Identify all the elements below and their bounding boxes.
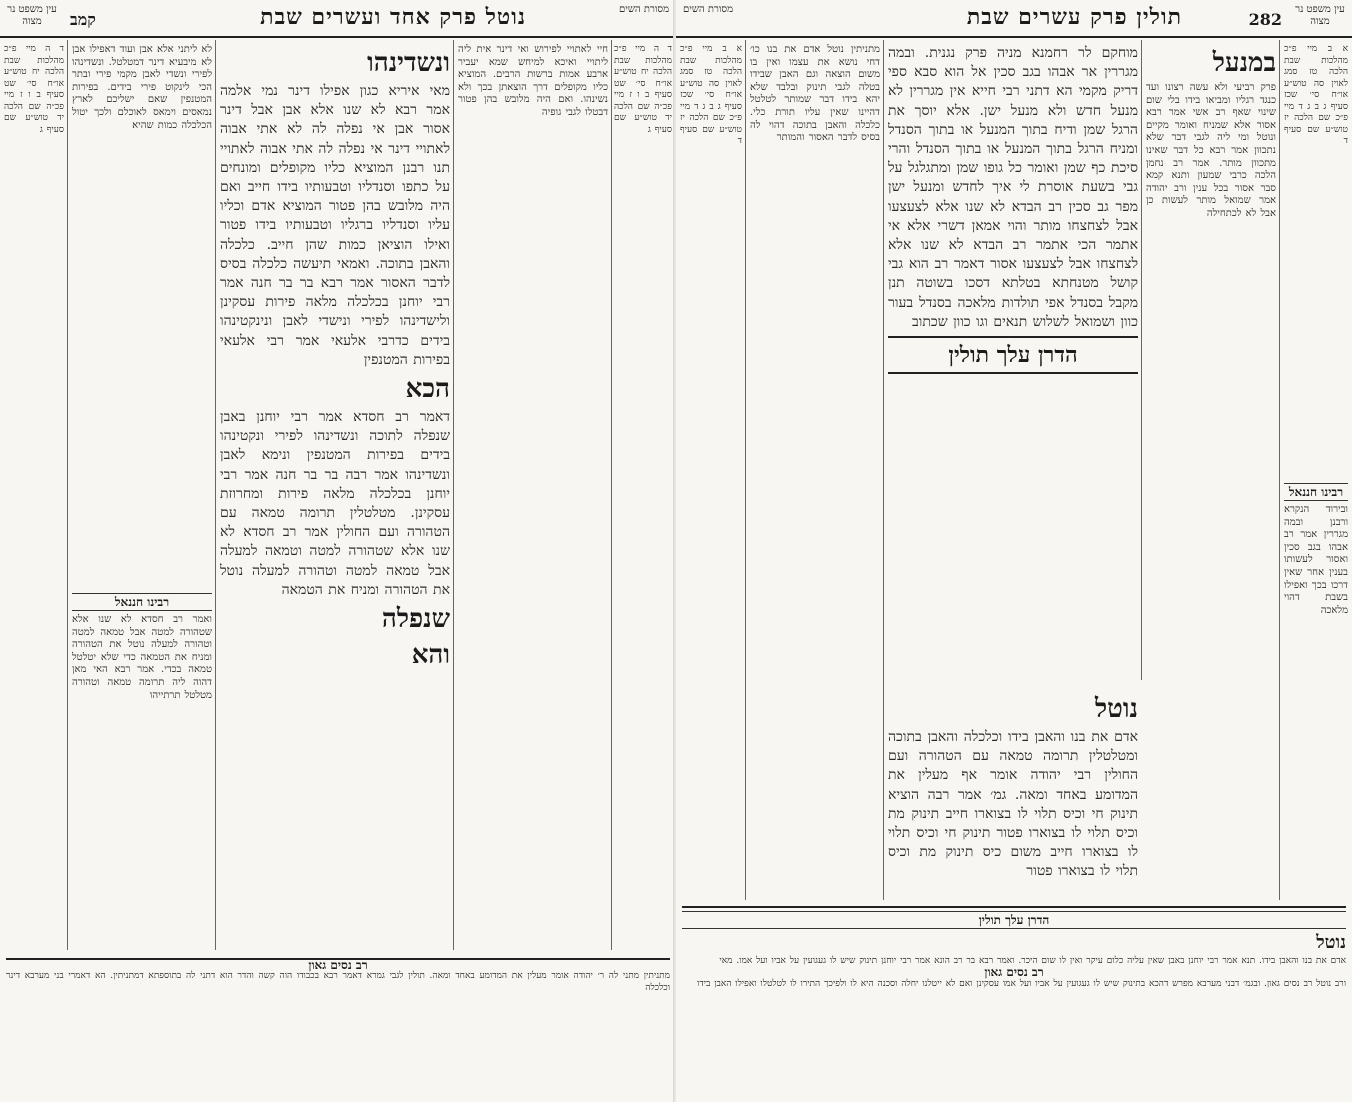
- left-main-text-column: [220, 44, 450, 954]
- right-opening-word: במנעל: [1212, 48, 1276, 78]
- left-masoret-notes: ד ה מיי פ״כ מהלכות שבת הלכה יח טוש״ע או״ח סי׳ שט סעיף ב ו ז מיי פכ״ה שם הלכה יד טוש״ע שם סעיף ג: [614, 44, 672, 135]
- right-page-number: 282: [1248, 10, 1282, 29]
- right-hadran-1: הדרן עלך תולין: [888, 336, 1138, 374]
- right-masoret-notes: א ב מיי פ״כ מהלכות שבת הלכה טז סמג לאוין סה טוש״ע או״ח סי׳ שכז סעיף ג ב ג ד מיי פ״כ שם הלכה יז טוש״ע שם סעיף ד: [680, 44, 742, 146]
- left-main-text: מאי איריא כגון אפילו דינר נמי אלמה אמר רבא לא שנו אלא אבן אבל דינר אסור אבן אי נפלה לה לא אתי אבוה לאתויי דינר אי נפלה לה אתי אבוה לאתויי תנו רבנן המוציא כליו מקופלים ומונחים על כתפו וסנדליו וטבעותיו בידו חייב ואם היה מלובש בהן פטור המוציא אדם וכליו עליו וסנדליו ברגליו וטבעותיו בידו פטור ואילו הוציאן כמות שהן חייב. כלכלה והאבן בתוכה. ואמאי תיעשה כלכלה בסיס לדבר האסור אמר רבא בר בר חנה אמר רבי יוחנן בכלכלה מלאה פירות עסקינן ולישדינהו לפירי ונישדי לאבן ונינקטינהו בידים כדרבי אלעאי אמר רבי אלעאי בפירות המטנפין: [220, 83, 450, 368]
- left-footer-text: מתניתין מתני לה ר׳ יהודה אומר מעלין את המדומע באחד ומאה. תולין לגבי גמרא דאמר רבא בכבודו הוה קשה והדר הוא דתני לה בתוספתא דמתניתין. הא דאמרי בני מערבא דינר וכלכלה: [6, 971, 670, 993]
- right-footer-text: ורב נוטל רב נסים גאון. ובגמ׳ דבני מערבא מפרש דהכא בתינוק שיש לו געגועין על אביו ועל אמו עסקינן ואם לא ייטלנו יחלה וסכנה היא לו ולפיכך התירו לו לטלטלו ואפילו האבן בידו: [697, 978, 1346, 989]
- left-rashi-column: [458, 44, 608, 954]
- left-footer-title: רב נסים גאון: [308, 958, 368, 972]
- left-rabbeinu-title: רבינו חננאל: [72, 593, 212, 611]
- right-divider-2: [1141, 40, 1142, 680]
- right-rabbeinu-text: ובירוד הנקרא ורבנן ובמה מגררין אמר רב אבהו בגב סכין ואסור לעשותו בענין אחר שאין דרכו בכך ואפילו בשבת דהוי מלאכה: [1284, 504, 1348, 616]
- right-divider-1: [1279, 40, 1280, 900]
- right-footer-title: רב נסים גאון: [984, 965, 1044, 980]
- left-page-number: קמב: [70, 10, 96, 29]
- right-rashi-text: מתניתין נוטל אדם את בנו כו׳ דחי נושא את עצמו ואין בו משום הוצאה וגם האבן שבידו בטלה לגבי תינוק ובלבד שלא יהא בידו דבר שמותר לטלטל דהיינו שאין עליו תורת כלי. כלכלה והאבן בתוכה דהוי לה בסיס לדבר האסור והמותר: [750, 44, 880, 144]
- left-rabbeinu-text: ואמר רב חסדא לא שנו אלא שטהורה למטה אבל טמאה למטה וטהורה למעלה נוטל את הטהורה ומניח את הטמאה כדי שלא יטלטל טמאה בכדי. אמר רבא האי מאן דהוה ליה תרומה טמאה וטהורה מטלטל תרתייהו: [72, 614, 212, 701]
- right-tosafot-text: פרק רביעי ולא עשה רצונו ועד כנגד רגליו ומביאו בידו בלי שום שינוי שאף רב אשי אמר רבא אסור אלא שמניח ואומר מקיים ונוטל ומי ליה לגבי דבר שלא נתכוון אמר רבא כל דבר שאינו מתכוון מותר. אמר רב נחמן הלכה כרבי שמעון ותנא קמא סבר אסור בכל ענין ורב יהודה אמר שמואל מותר לעשות כן אבל לא לכתחילה: [1146, 82, 1276, 219]
- left-section-word-2: הכא: [405, 374, 450, 405]
- right-section-3-text: אדם את בנו והאבן בידו. תנא אמר רבי יוחנן באבן שאין עליה כלום עיקר ואין לו שום היכר. ואמר רבא בר רב הונא אמר רבי יוחנן תינוק שיש לו געגועין על אביו ועל אמו. מאי: [719, 956, 1346, 966]
- left-divider-4: [67, 40, 68, 950]
- left-main-text-2: דאמר רב חסדא אמר רבי יוחנן באבן שנפלה לתוכה ונשדינהו לפירי ונקטינהו בידים בפירות המטנפין ונימא לאבן ונשדינהו אמר רבה בר בר חנה אמר רבי יוחנן בכלכלה מלאה פירות ומחרוזת עסקינן. מטלטלין תרומה טמאה עם הטהורה ועם החולין אמר רב חסדא לא שנו אלא שטהורה למטה וטמאה למעלה אבל טמאה למטה וטהורה למעלה נוטל את הטהורה ומניח את הטמאה: [220, 409, 450, 598]
- right-ein-mishpat-notes: א ב מיי פ״כ מהלכות שבת הלכה טז סמג לאוין סה טוש״ע או״ח סי׳ שכז סעיף ג ב ג ד מיי פ״כ שם הלכה יז טוש״ע שם סעיף ד: [1284, 44, 1348, 146]
- left-divider-3: [215, 40, 216, 950]
- left-tosafot-column: [72, 44, 212, 584]
- right-page: [676, 0, 1352, 1102]
- right-section-2-word: נוטל: [1095, 694, 1138, 724]
- left-section-word-1: ונשדינהו: [367, 48, 450, 78]
- right-divider-4: [745, 40, 746, 900]
- left-section-word-3: שנפלה: [381, 604, 450, 635]
- right-section-3-word: נוטל: [1316, 932, 1346, 953]
- right-rabbeinu-column: [1284, 480, 1348, 900]
- left-rabbeinu-column: [72, 590, 212, 950]
- left-footer: [6, 958, 670, 1100]
- left-page-title: נוטל פרק אחד ועשרים שבת: [260, 4, 526, 30]
- left-ein-mishpat-notes: ד ה מיי פ״כ מהלכות שבת הלכה יח טוש״ע או״ח סי׳ שט סעיף ב ו ז מיי פכ״ה שם הלכה יד טוש״ע שם סעיף ג: [4, 44, 64, 135]
- left-divider-1: [611, 40, 612, 950]
- right-page-header: [676, 2, 1352, 36]
- right-page-title: תולין פרק עשרים שבת: [966, 4, 1182, 30]
- right-rabbeinu-title: רבינו חננאל: [1284, 483, 1348, 501]
- right-footer: [682, 906, 1346, 1100]
- right-rashi-column: [750, 44, 880, 904]
- right-header-masoret: מסורת השים: [682, 4, 734, 15]
- right-ein-mishpat-column: [1284, 44, 1348, 474]
- left-header-ein-mishpat: עין משפט נר מצוה: [7, 4, 57, 27]
- right-tosafot-column: [1146, 44, 1276, 684]
- left-section-word-4: והא: [411, 640, 450, 671]
- left-divider-2: [453, 40, 454, 950]
- left-header-rule: [0, 36, 676, 38]
- right-masoret-column: [680, 44, 742, 904]
- right-hadran-2: הדרן עלך תולין: [682, 911, 1346, 929]
- right-main-text: מוחקם לר רחמנא מניה פרק נגנית. ובמה מגררין אר אבהו בגב סכין אל הוא סבא ספי דריק מקמי הא דתני רבי חייא אין מגררין לא מנעל חדש ולא מנעל ישן. אלא יוסך את הרגל שמן ודיח בתוך המנעל או בתוך הסנדל ומניח הרגל בתוך המנעל או בתוך הסנדל והרי סיכת כף שמן ואומר כל גופו שמן ומתגלגל על גבי בשעת אוסרת לי איך לחדש ומנעל ישן מפר גב סכין רב הבדא לא שנו אלא לצעצעו אבל לצחצחו מותר והוי אמאן דשרי אלא אי אתמר הכי אתמר רב הבדא לא שנו אלא לצחצחו אבל לצעצעו אסור דאמר רב הוא גבי קושל מטנחתא בטלתא דסכו בשוטה תנן מקבל בסנדל אפי תולדות מלאכה בסנדל בעור כוון ושמואל לשלוש תנאים וגו כוון שכתוב: [888, 45, 1138, 330]
- right-divider-3: [883, 40, 884, 900]
- left-header-masoret: מסורת השים: [618, 4, 670, 15]
- right-header-ein-mishpat: עין משפט נר מצוה: [1295, 4, 1345, 27]
- left-ein-mishpat-column: [4, 44, 64, 464]
- left-tosafot-text: לא ליתני אלא אבן ועוד דאפילו אבן לא מיבעיא דינר דמטלטל. ונשדינהו לפירי ונשדי לאבן מקמי פירי ובתר הכי לינקוט פירי בידים. בפירות המטנפין שאם ישליכם לארץ נמאסים וימאס לאוכלם ולכך יטול הכלכלה כמות שהיא: [72, 44, 212, 131]
- right-section-2: [888, 690, 1138, 890]
- left-masoret-column: [614, 44, 672, 864]
- right-section-2-text: אדם את בנו והאבן בידו וכלכלה והאבן בתוכה ומטלטלין תרומה טמאה עם הטהורה ועם החולין רבי יהודה אומר אף מעלין את המדומע באחד ומאה. גמ׳ אמר רבה הוציא תינוק חי וכיס תלוי לו בצוארו חייב תינוק מת וכיס תלוי לו בצוארו פטור תינוק חי וכיס תלוי לו בצוארו חייב משום כיס תינוק מת וכיס תלוי לו בצוארו פטור: [888, 729, 1138, 880]
- left-rashi-text: חיי לאתויי לפירוש ואי דינר אית ליה ליתויי ואיכא למיחש שמא יעביר ארבע אמות ברשות הרבים. המוציא כליו מקופלים דרך הוצאתן בכך ולא נשינהו. ואם היה מלובש בהן פטור דבטלו לגבי גופיה: [458, 44, 608, 118]
- right-header-rule: [676, 36, 1352, 38]
- left-page-header: [0, 2, 676, 36]
- right-main-text-column: [888, 44, 1138, 684]
